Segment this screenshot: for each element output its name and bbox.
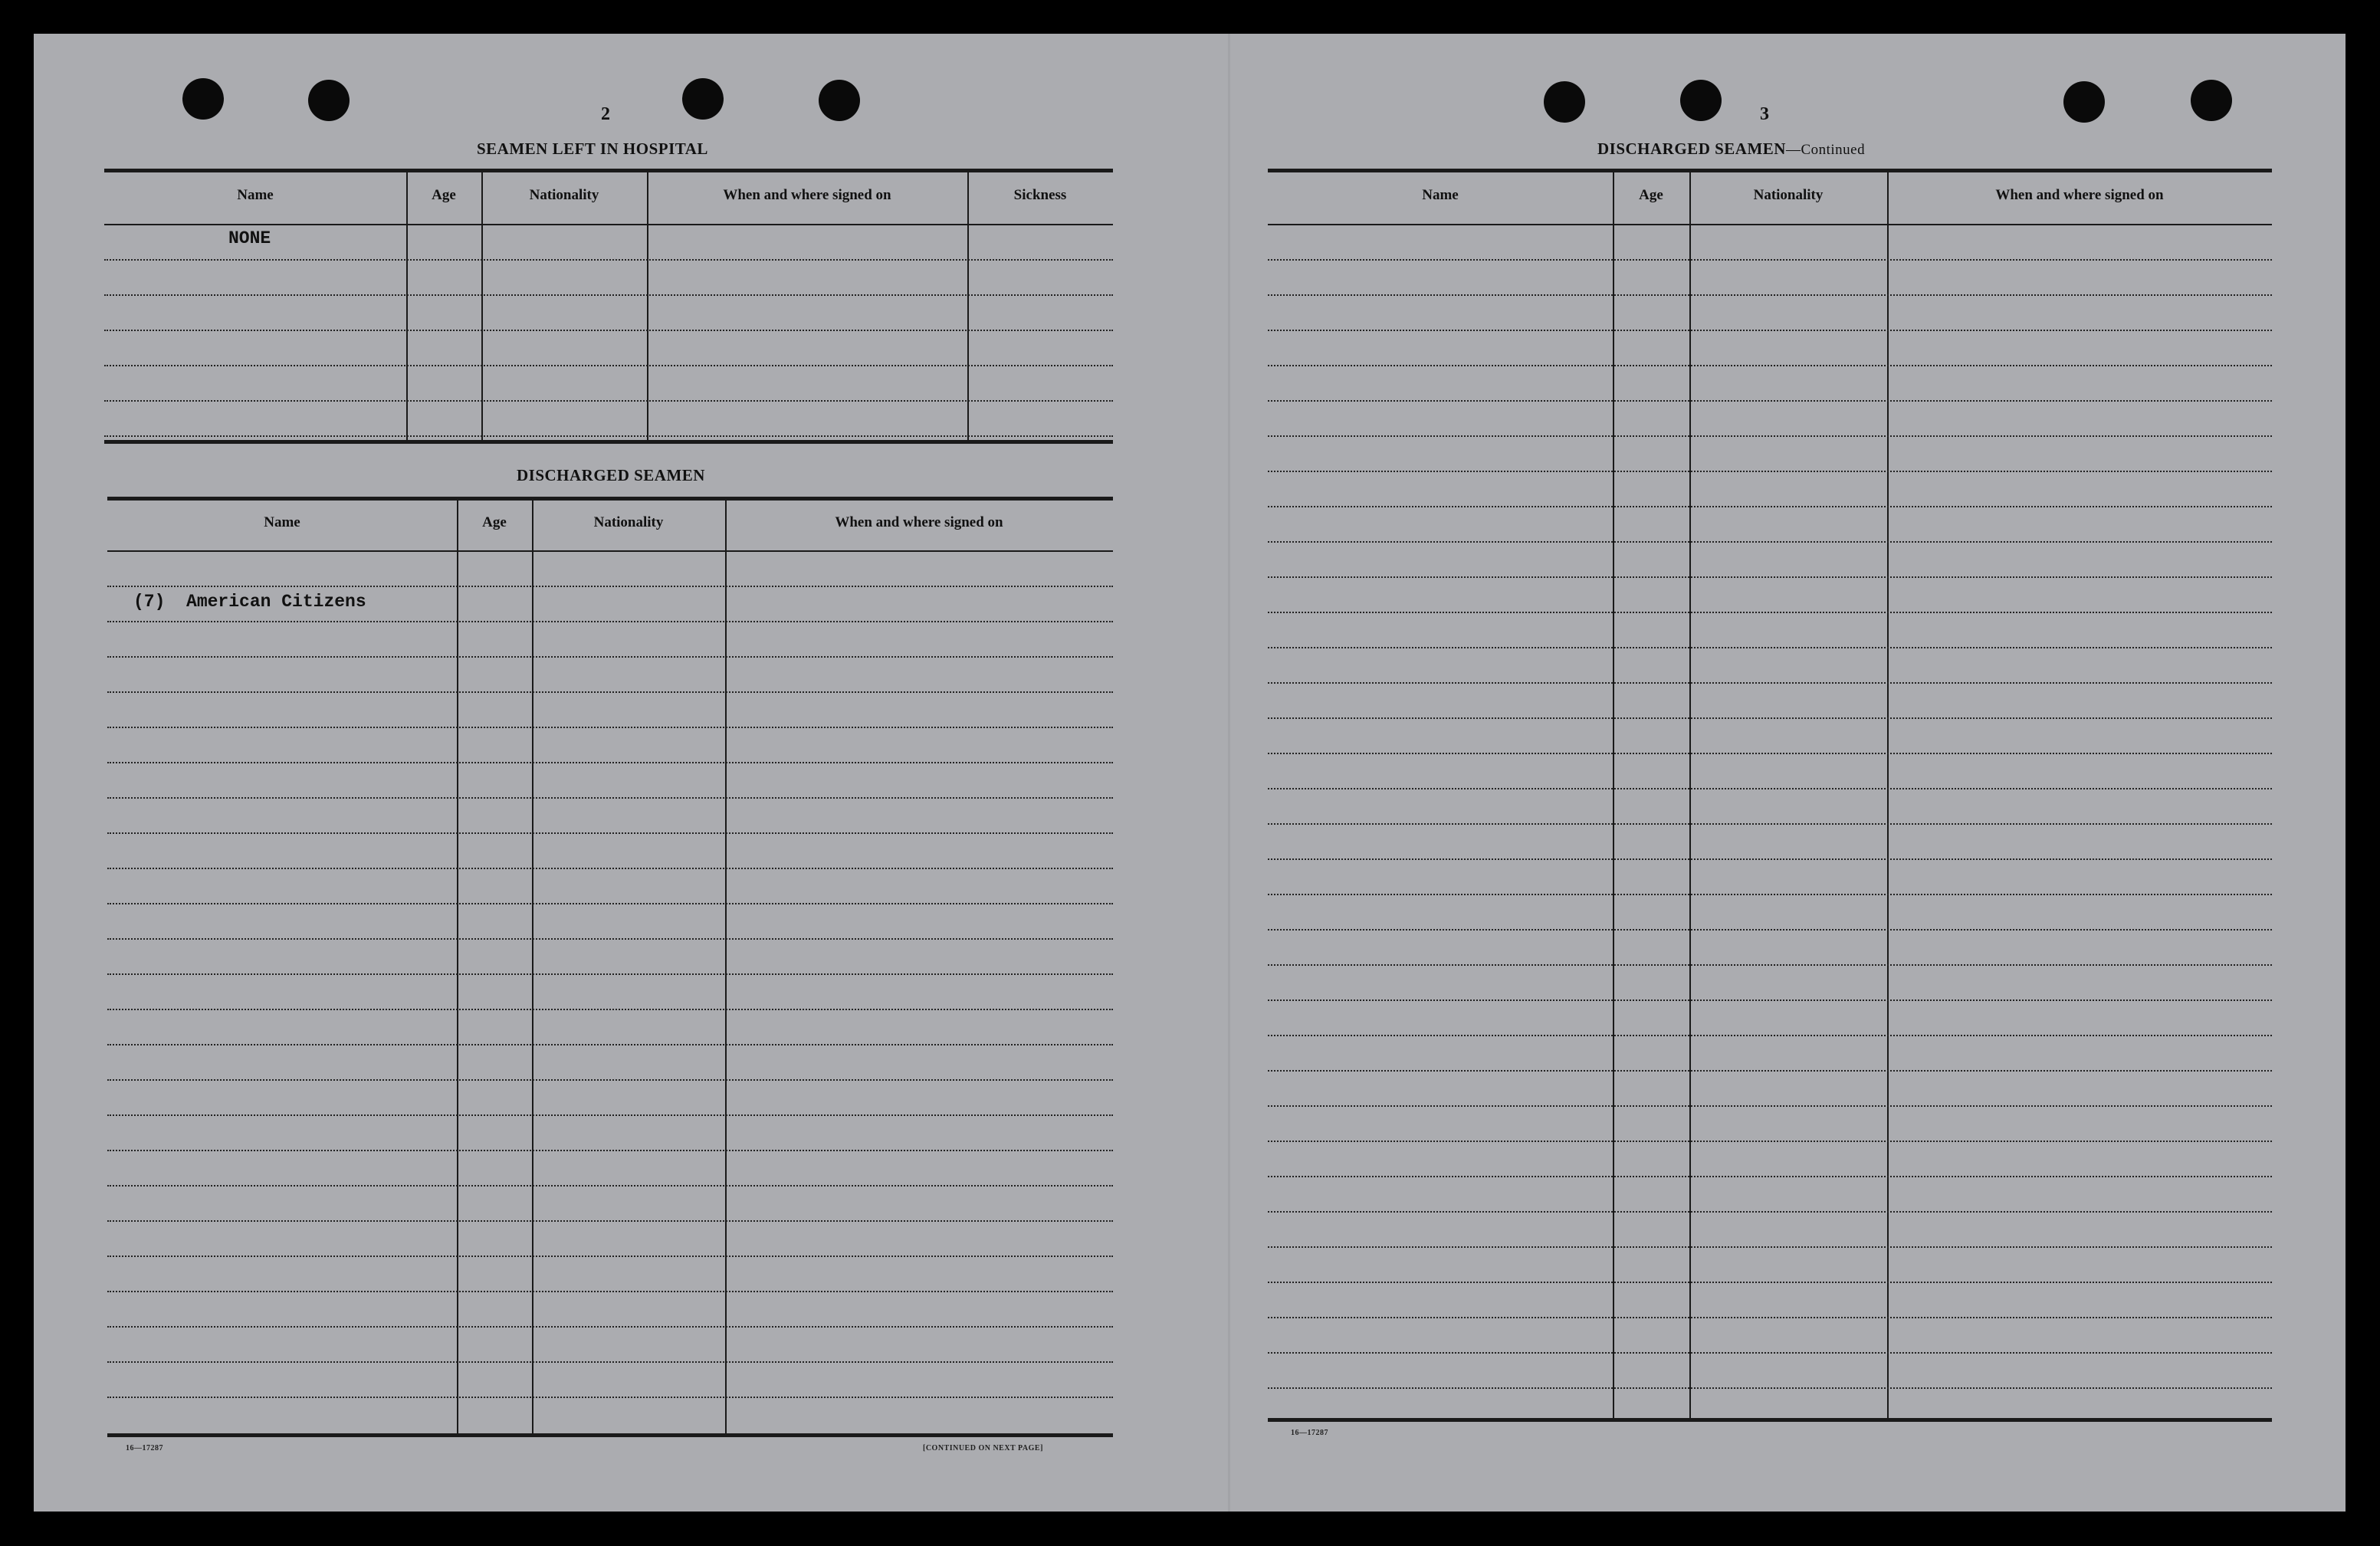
column-header: Nationality [1753, 187, 1824, 203]
column-header: When and where signed on [1995, 187, 2164, 203]
column-divider [647, 169, 648, 440]
discharged-section-title: DISCHARGED SEAMEN [517, 466, 705, 484]
column-header: Name [1422, 187, 1459, 203]
row-line [107, 1326, 1113, 1328]
form-number: 16—17287 [126, 1444, 163, 1452]
center-fold [1228, 34, 1230, 1512]
table-top-rule [1268, 169, 2272, 172]
header-rule [1268, 224, 2272, 225]
row-line [1268, 1246, 2272, 1248]
row-line [1268, 259, 2272, 261]
punch-hole [1544, 81, 1585, 123]
row-line [107, 1150, 1113, 1151]
row-line [107, 832, 1113, 834]
table-bottom-rule [1268, 1418, 2272, 1422]
row-line [107, 1079, 1113, 1081]
row-line [1268, 858, 2272, 860]
row-line [1268, 788, 2272, 789]
column-header: Name [264, 514, 300, 530]
row-line [107, 973, 1113, 975]
row-line [1268, 1317, 2272, 1318]
row-line [1268, 400, 2272, 402]
row-line [1268, 1035, 2272, 1036]
row-line [104, 330, 1113, 331]
continued-note: [CONTINUED ON NEXT PAGE] [923, 1444, 1043, 1452]
punch-hole [819, 80, 860, 121]
column-divider [1887, 169, 1889, 1418]
row-line [107, 586, 1113, 587]
row-line [107, 1361, 1113, 1363]
right-title-suffix: —Continued [1785, 142, 1866, 158]
row-line [1268, 894, 2272, 895]
row-line [107, 727, 1113, 728]
row-line [107, 1185, 1113, 1187]
row-line [1268, 717, 2272, 719]
row-line [1268, 506, 2272, 507]
column-header: When and where signed on [723, 187, 891, 203]
punch-hole [308, 80, 350, 121]
right-section-title [1597, 140, 1865, 159]
hospital-section-title: SEAMEN LEFT IN HOSPITAL [477, 140, 708, 158]
row-line [1268, 1105, 2272, 1107]
row-line [107, 868, 1113, 869]
row-line [1268, 1070, 2272, 1072]
discharged-entry-name: (7) American Citizens [133, 592, 366, 612]
punch-hole [682, 78, 724, 120]
column-divider [481, 169, 483, 440]
row-line [1268, 682, 2272, 684]
column-divider [725, 497, 727, 1433]
row-line [104, 365, 1113, 366]
row-line [1268, 1211, 2272, 1213]
form-number: 16—17287 [1291, 1429, 1328, 1437]
row-line [107, 656, 1113, 658]
row-line [1268, 1282, 2272, 1283]
row-line [107, 762, 1113, 763]
row-line [104, 259, 1113, 261]
row-line [107, 621, 1113, 622]
header-rule [104, 224, 1113, 225]
column-header: When and where signed on [835, 514, 1003, 530]
row-line [107, 1256, 1113, 1257]
column-header: Sickness [1013, 187, 1067, 203]
row-line [1268, 1176, 2272, 1177]
column-header: Age [1639, 187, 1663, 203]
column-header: Age [482, 514, 507, 530]
row-line [104, 294, 1113, 296]
row-line [107, 797, 1113, 799]
row-line [1268, 1387, 2272, 1389]
row-line [1268, 964, 2272, 966]
row-line [1268, 999, 2272, 1001]
row-line [1268, 612, 2272, 613]
row-line [1268, 753, 2272, 754]
row-line [107, 1009, 1113, 1010]
table-bottom-rule [107, 1433, 1113, 1437]
page-number: 2 [601, 104, 610, 124]
hospital-entry-name: NONE [228, 228, 271, 248]
column-header: Nationality [593, 514, 664, 530]
row-line [107, 1397, 1113, 1398]
document-sheet [34, 34, 2346, 1512]
row-line [1268, 647, 2272, 648]
row-line [1268, 435, 2272, 437]
row-line [1268, 330, 2272, 331]
row-line [107, 1291, 1113, 1292]
punch-hole [182, 78, 224, 120]
row-line [107, 1044, 1113, 1045]
row-line [1268, 1141, 2272, 1142]
row-line [107, 903, 1113, 904]
row-line [1268, 541, 2272, 543]
header-rule [107, 550, 1113, 552]
column-divider [1689, 169, 1691, 1418]
row-line [1268, 1352, 2272, 1354]
row-line [107, 1114, 1113, 1116]
column-header: Age [432, 187, 456, 203]
row-line [104, 435, 1113, 437]
row-line [107, 938, 1113, 940]
column-divider [532, 497, 533, 1433]
column-divider [967, 169, 969, 440]
row-line [1268, 823, 2272, 825]
page-number: 3 [1760, 104, 1769, 124]
column-header: Name [237, 187, 274, 203]
table-top-rule [107, 497, 1113, 501]
row-line [104, 400, 1113, 402]
punch-hole [2191, 80, 2232, 121]
table-top-rule [104, 169, 1113, 172]
column-divider [406, 169, 408, 440]
row-line [1268, 576, 2272, 578]
table-bottom-rule [104, 440, 1113, 444]
right-title-main: DISCHARGED SEAMEN [1597, 140, 1786, 158]
column-header: Nationality [529, 187, 599, 203]
row-line [1268, 929, 2272, 931]
row-line [107, 691, 1113, 693]
row-line [1268, 365, 2272, 366]
row-line [1268, 294, 2272, 296]
row-line [1268, 471, 2272, 472]
column-divider [1613, 169, 1614, 1418]
row-line [107, 1220, 1113, 1222]
punch-hole [2063, 81, 2105, 123]
column-divider [457, 497, 458, 1433]
punch-hole [1680, 80, 1722, 121]
